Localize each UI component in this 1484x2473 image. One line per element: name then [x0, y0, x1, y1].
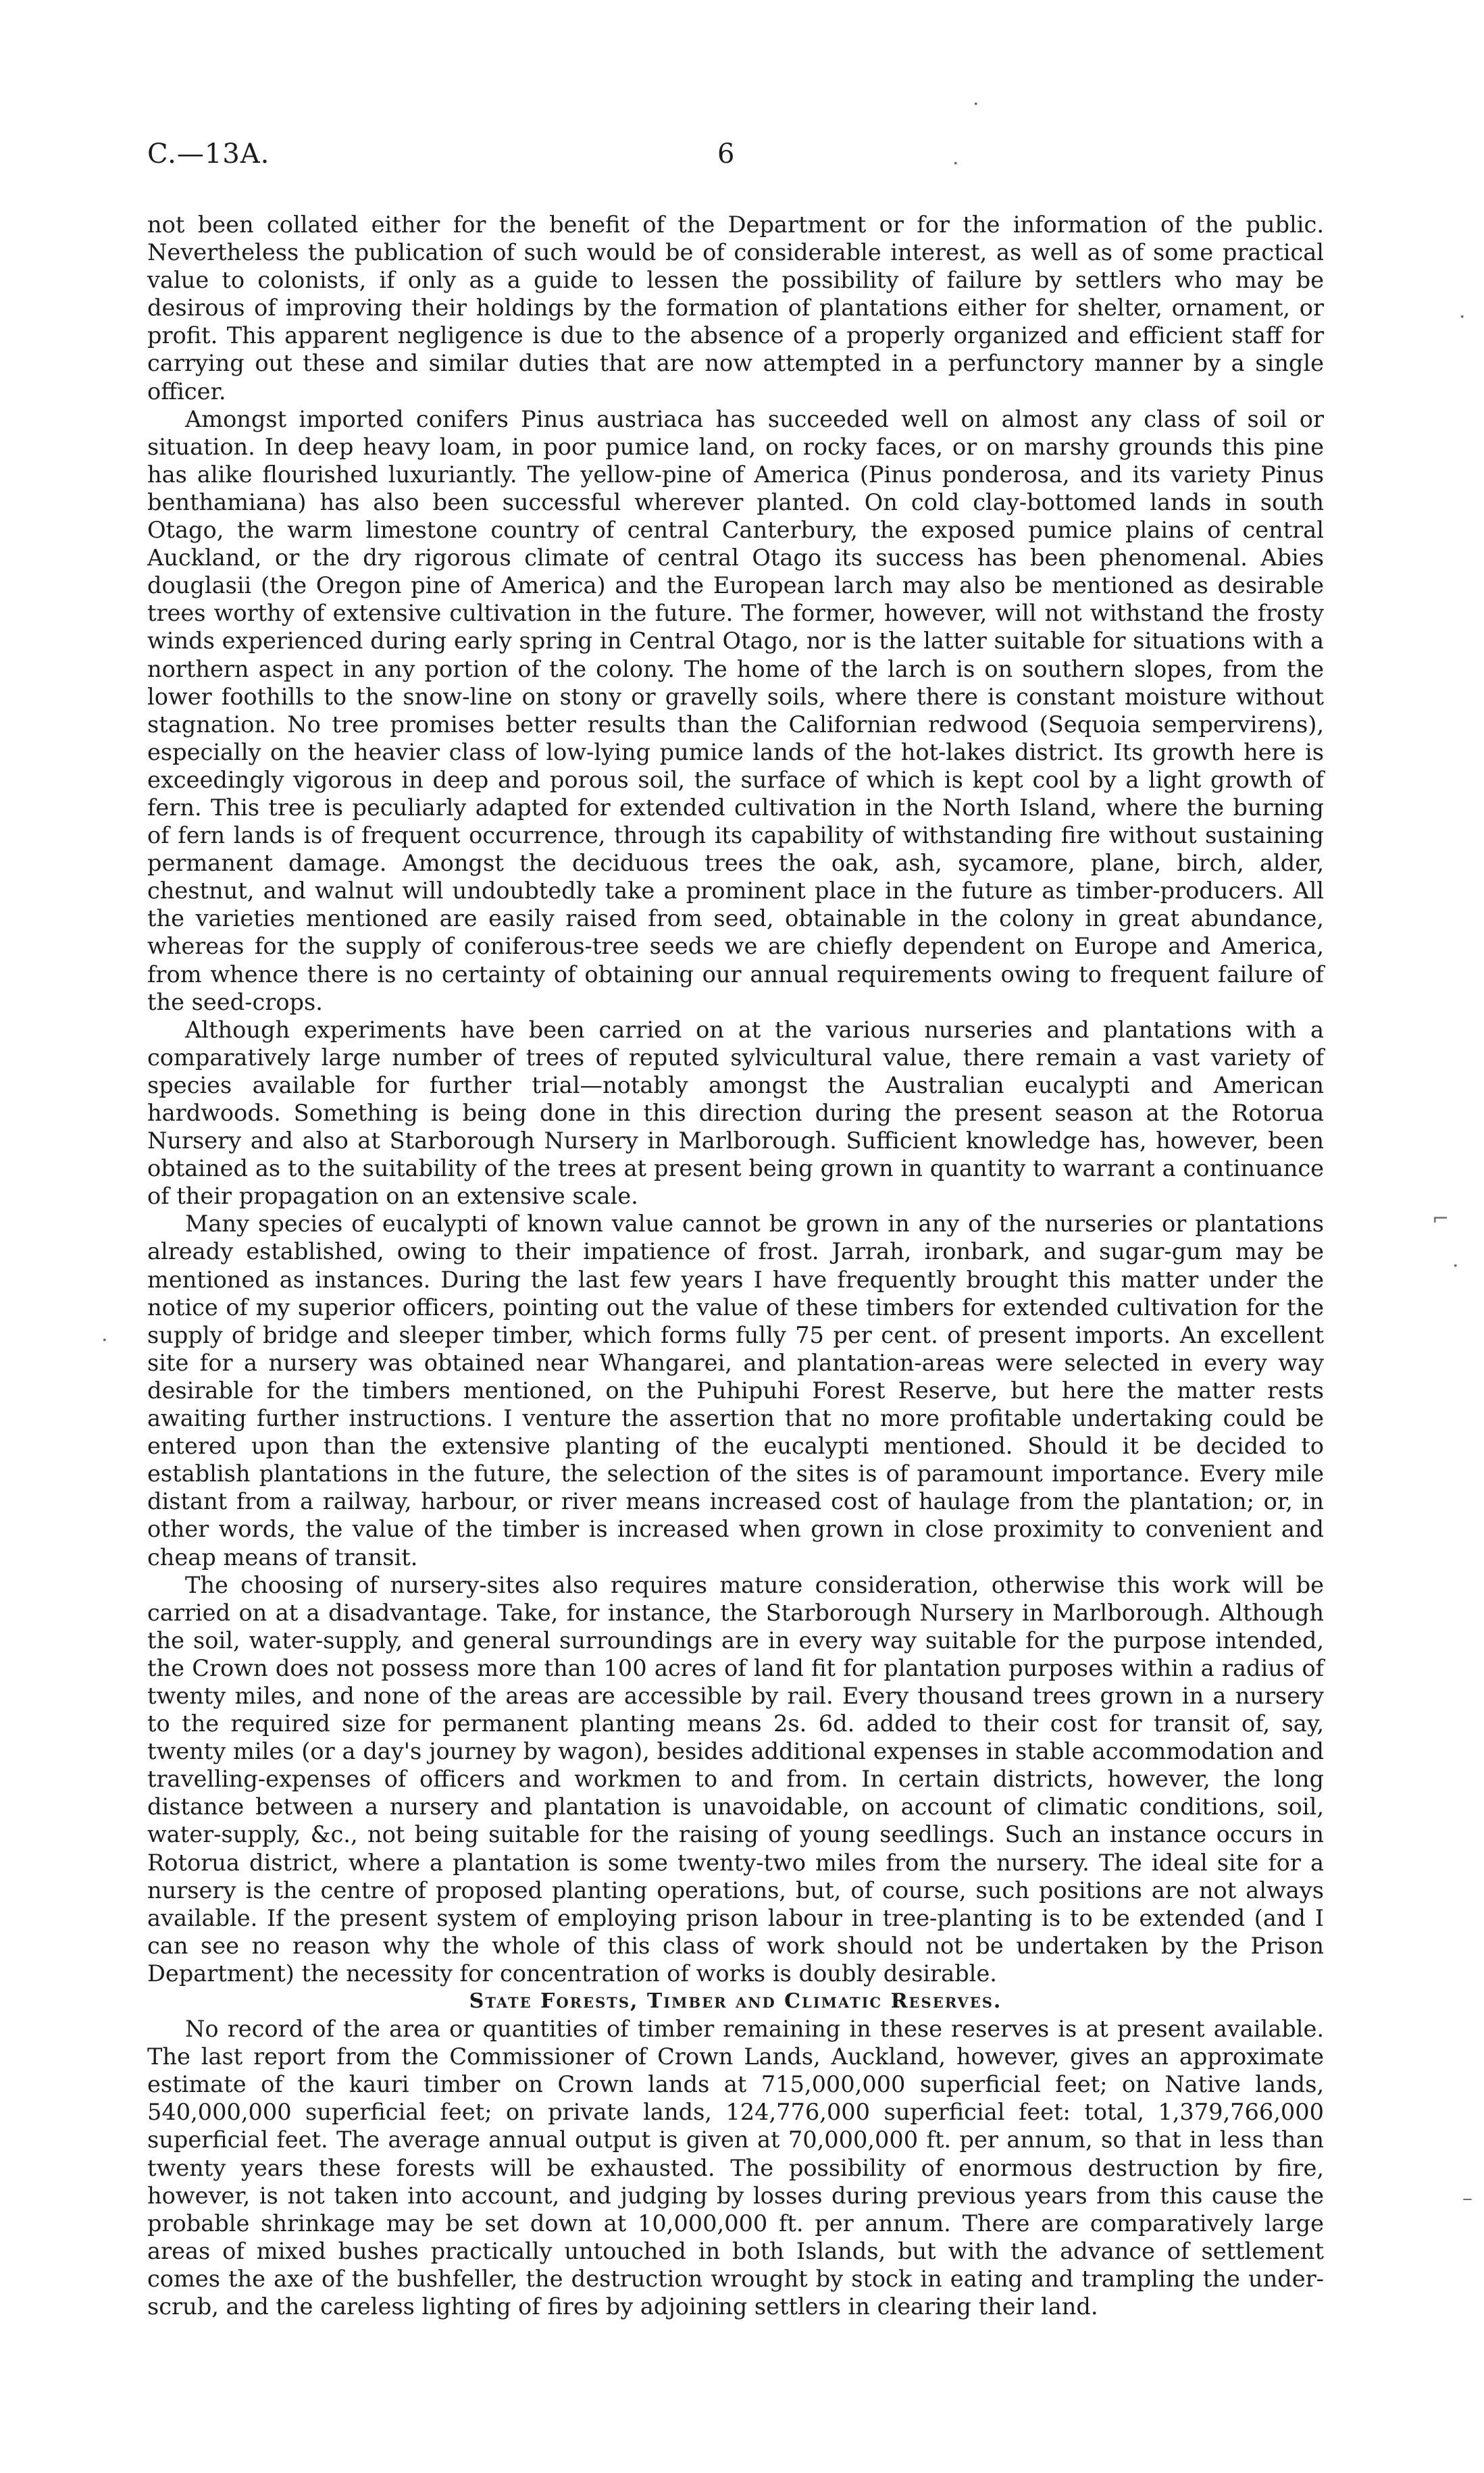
- scan-mark: ⌐: [1432, 1207, 1450, 1231]
- paragraph-nursery-sites: The choosing of nursery-sites also requires mature consideration, otherwise this work will be carried on at a disadvantage. Take, for instance, the Starborough Nursery in Marlborough. Although the soil, water-supply, and general surroundings are in every way suitable for the purpose intended, the Crown does not possess more than 100 acres of land fit for plantation purposes within a radius of twenty miles, and none of the areas are accessible by rail. Every thousand trees grown in a nursery to the required size for permanent planting means 2s. 6d. added to their cost for transit of, say, twenty miles (or a day's journey by wagon), besides additional expenses in stable accommodation and travelling-expenses of officers and workmen to and from. In certain districts, however, the long distance between a nursery and plantation is unavoidable, on account of climatic conditions, soil, water-supply, &c., not being suitable for the raising of young seedlings. Such an instance occurs in Rotorua district, where a plantation is some twenty-two miles from the nursery. The ideal site for a nursery is the centre of proposed planting operations, but, of course, such positions are not always available. If the present system of employing prison labour in tree-planting is to be extended (and I can see no reason why the whole of this class of work should not be undertaken by the Prison Department) the necessity for concentration of works is doubly desirable.: [147, 1571, 1324, 1987]
- paragraph-state-forests: No record of the area or quantities of timber remaining in these reserves is at present available. The last report from the Commissioner of Crown Lands, Auckland, however, gives an approximate estimate of the kauri timber on Crown lands at 715,000,000 superficial feet; on Native lands, 540,000,000 superficial feet; on private lands, 124,776,000 superficial feet: total, 1,379,766,000 superficial feet. The average annual output is given at 70,000,000 ft. per annum, so that in less than twenty years these forests will be exhausted. The possibility of enormous destruction by fire, however, is not taken into account, and judging by losses during previous years from this cause the probable shrinkage may be set down at 10,000,000 ft. per annum. There are comparatively large areas of mixed bushes practically untouched in both Islands, but with the advance of settlement comes the axe of the bushfeller, the destruction wrought by stock in eating and trampling the under-scrub, and the careless lighting of fires by adjoining settlers in clearing their land.: [147, 2016, 1324, 2320]
- page-number: 6: [717, 138, 735, 170]
- scan-mark: ·: [1452, 1254, 1459, 1278]
- scan-mark: –: [1462, 2187, 1473, 2210]
- document-code: C.—13A.: [147, 138, 270, 170]
- paragraph-conifers: Amongst imported conifers Pinus austriaca has succeeded well on almost any class of soil or situation. In deep heavy loam, in poor pumice land, on rocky faces, or on marshy grounds this pine has alike flourished luxuriantly. The yellow-pine of America (Pinus ponderosa, and its variety Pinus benthamiana) has also been successful wherever planted. On cold clay-bottomed lands in south Otago, the warm limestone country of central Canterbury, the exposed pumice plains of central Auckland, or the dry rigorous climate of central Otago its success has been phenomenal. Abies douglasii (the Oregon pine of America) and the European larch may also be mentioned as desirable trees worthy of extensive cultivation in the future. The former, however, will not withstand the frosty winds experienced during early spring in Central Otago, nor is the latter suitable for situations with a northern aspect in any portion of the colony. The home of the larch is on southern slopes, from the lower foothills to the snow-line on stony or gravelly soils, where there is constant moisture without stagnation. No tree promises better results than the Californian redwood (Sequoia sempervirens), especially on the heavier class of low-lying pumice lands of the hot-lakes district. Its growth here is exceedingly vigorous in deep and porous soil, the surface of which is kept cool by a light growth of fern. This tree is peculiarly adapted for extended cultivation in the North Island, where the burning of fern lands is of frequent occurrence, through its capability of withstanding fire without sustaining permanent damage. Amongst the deciduous trees the oak, ash, sycamore, plane, birch, alder, chestnut, and walnut will undoubtedly take a prominent place in the future as timber-producers. All the varieties mentioned are easily raised from seed, obtainable in the colony in great abundance, whereas for the supply of coniferous-tree seeds we are chiefly dependent on Europe and America, from whence there is no certainty of obtaining our annual requirements owing to frequent failure of the seed-crops.: [147, 405, 1324, 1015]
- scan-mark: ·: [101, 1329, 108, 1352]
- scan-mark: ·: [973, 93, 979, 116]
- section-heading: State Forests, Timber and Climatic Reserves.: [469, 1989, 1002, 2013]
- scan-mark: ·: [1459, 305, 1466, 329]
- paragraph-continuation: not been collated either for the benefit of the Department or for the information of the public. Nevertheless the publication of such would be of considerable interest, as well as of some practical value to colonists, if only as a guide to lessen the possibility of failure by settlers who may be desirous of improving their holdings by the formation of plantations either for shelter, ornament, or profit. This apparent negligence is due to the absence of a properly organized and efficient staff for carrying out these and similar duties that are now attempted in a perfunctory manner by a single officer.: [147, 211, 1324, 405]
- page-body: [147, 211, 1324, 2320]
- scan-mark: ·: [952, 152, 959, 176]
- paragraph-eucalypti: Many species of eucalypti of known value cannot be grown in any of the nurseries or plantations already established, owing to their impatience of frost. Jarrah, ironbark, and sugar-gum may be mentioned as instances. During the last few years I have frequently brought this matter under the notice of my superior officers, pointing out the value of these timbers for extended cultivation for the supply of bridge and sleeper timber, which forms fully 75 per cent. of present imports. An excellent site for a nursery was obtained near Whangarei, and plantation-areas were selected in every way desirable for the timbers mentioned, on the Puhipuhi Forest Reserve, but here the matter rests awaiting further instructions. I venture the assertion that no more profitable undertaking could be entered upon than the extensive planting of the eucalypti mentioned. Should it be decided to establish plantations in the future, the selection of the sites is of paramount importance. Every mile distant from a railway, harbour, or river means increased cost of haulage from the plantation; or, in other words, the value of the timber is increased when grown in close proximity to convenient and cheap means of transit.: [147, 1210, 1324, 1571]
- paragraph-experiments: Although experiments have been carried on at the various nurseries and plantations with a comparatively large number of trees of reputed sylvicultural value, there remain a vast variety of species available for further trial—notably amongst the Australian eucalypti and American hardwoods. Something is being done in this direction during the present season at the Rotorua Nursery and also at Starborough Nursery in Marlborough. Sufficient knowledge has, however, been obtained as to the suitability of the trees at present being grown in quantity to warrant a continuance of their propagation on an extensive scale.: [147, 1016, 1324, 1210]
